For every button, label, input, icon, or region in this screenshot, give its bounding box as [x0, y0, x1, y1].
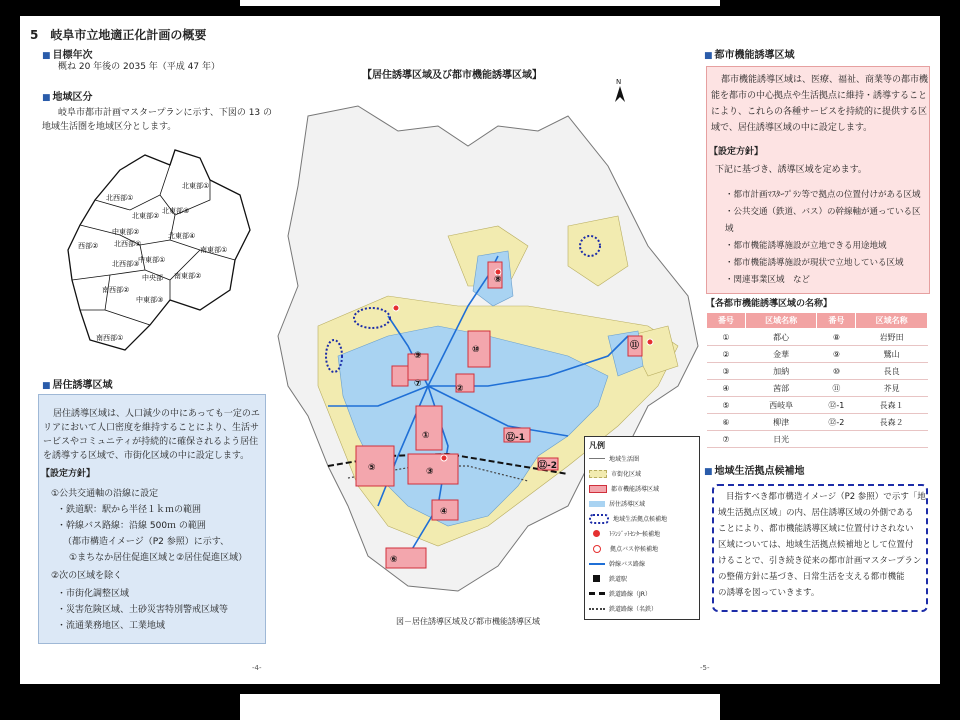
- district-map: [50, 140, 260, 352]
- table-row: ④ 茜部 ⑪ 芥見: [707, 380, 928, 397]
- local-text-3: ことにより、都市機能誘導区域に位置付けされない: [718, 524, 914, 534]
- right-page-number: -5-: [700, 664, 710, 672]
- district-label: 中東部②: [112, 228, 140, 236]
- zone-marker: ⑪: [630, 341, 640, 351]
- residential-text-4: を誘導する区域で、市街化区域の中に設定します。: [43, 451, 250, 461]
- table-row: ⑦ 日光: [707, 431, 928, 448]
- legend-item: 都市機能誘導区域: [589, 483, 659, 494]
- district-label: 北東部①: [182, 182, 210, 190]
- district-label: 西部②: [78, 242, 99, 250]
- zone-marker: ⑧: [494, 275, 502, 285]
- district-text-1: 岐阜市都市計画マスタープランに示す、下図の 13 の: [58, 108, 273, 118]
- residential-heading: ■ 居住誘導区域: [42, 376, 113, 391]
- legend-item: ﾄﾗﾝｼﾞｯﾄｾﾝﾀｰ候補地: [589, 528, 660, 539]
- zone-marker: ③: [426, 467, 434, 477]
- legend-title: 凡例: [589, 441, 605, 450]
- zone-marker: ⑦: [414, 379, 422, 389]
- residential-item1-d: ①まちなか居住促進区域と②居住促進区域）: [69, 553, 248, 563]
- urban-policy-item: ・都市計画ﾏｽﾀｰﾌﾟﾗﾝ等で拠点の位置付けがある区域: [725, 190, 921, 200]
- target-year-text: 概ね 20 年後の 2035 年（平成 47 年）: [58, 62, 220, 72]
- col-header-no: 番号: [707, 313, 746, 329]
- residential-policy-title: 【設定方針】: [41, 469, 96, 479]
- urban-heading: ■ 都市機能誘導区域: [704, 46, 795, 61]
- zone-marker: ⑫-2: [538, 461, 557, 471]
- legend-item: 鉄道路線（JR）: [589, 588, 651, 599]
- local-text-7: の誘導を図っていきます。: [718, 588, 820, 598]
- north-label: N: [616, 78, 622, 86]
- local-heading: ■ 地域生活拠点候補地: [704, 462, 805, 477]
- zone-marker: ⑤: [368, 463, 376, 473]
- legend-item: 幹線バス路線: [589, 558, 645, 569]
- urban-policy-lead: 下記に基づき、誘導区域を定めます。: [715, 165, 867, 175]
- residential-text-1: 居住誘導区域は、人口減少の中にあっても一定のエ: [53, 409, 260, 419]
- urban-policy-item: ・都市機能誘導施設が立地できる用途地域: [725, 241, 887, 251]
- col-header-name: 区域名称: [745, 313, 817, 329]
- target-year-heading: ■ 目標年次: [42, 46, 93, 61]
- map-caption: 図－居住誘導区域及び都市機能誘導区域: [396, 617, 540, 626]
- residential-text-2: リアにおいて人口密度を維持することにより、生活サ: [43, 423, 260, 433]
- names-heading: 【各都市機能誘導区域の名称】: [706, 299, 833, 309]
- table-row: ② 金華 ⑨ 鷺山: [707, 346, 928, 363]
- zone-names-table: [706, 312, 928, 448]
- urban-policy-item: ・関連事業区域 など: [725, 275, 811, 285]
- district-label: 北東部④: [168, 232, 196, 240]
- district-label: 北西部②: [114, 240, 142, 248]
- district-label: 中東部①: [138, 256, 166, 264]
- urban-text-1: 都市機能誘導区域は、医療、福祉、商業等の都市機: [721, 75, 929, 85]
- map-legend: [584, 436, 700, 620]
- legend-item: 地域生活圏: [589, 453, 639, 464]
- table-row: ① 都心 ⑧ 岩野田: [707, 329, 928, 346]
- urban-text-3: により、これらの各種サービスを持続的に提供する区: [711, 107, 928, 117]
- urban-box: [706, 66, 930, 294]
- residential-text-3: ービスやコミュニティが持続的に確保されるよう居住: [43, 437, 259, 447]
- zone-marker: ⑫-1: [506, 433, 525, 443]
- district-heading: ■ 地域区分: [42, 88, 93, 103]
- urban-policy-title: 【設定方針】: [709, 147, 764, 157]
- local-text-5: けることで、引き続き従来の都市計画マスタープラン: [718, 556, 922, 566]
- district-text-2: 地域生活圏を地域区分とします。: [42, 122, 177, 132]
- legend-item: 居住誘導区域: [589, 498, 645, 509]
- residential-item1-b: ・幹線バス路線：沿線 500ｍ の範囲: [57, 521, 206, 531]
- left-page-number: -4-: [252, 664, 262, 672]
- district-label: 北東部③: [162, 207, 190, 215]
- zone-marker: ②: [456, 384, 464, 394]
- district-label: 北西部③: [112, 260, 140, 268]
- table-row: ⑥ 柳津 ⑫-2 長森２: [707, 414, 928, 431]
- table-row: ③ 加納 ⑩ 長良: [707, 363, 928, 380]
- zone-marker: ⑥: [390, 555, 398, 565]
- zone-marker: ⑩: [472, 345, 480, 355]
- district-label: 南東部①: [200, 246, 228, 254]
- residential-item1-c: （都市構造イメージ（P2 参照）に示す、: [63, 537, 230, 547]
- residential-item2-a: ・市街化調整区域: [57, 589, 130, 599]
- local-text-2: 域生活拠点区域」の内、居住誘導区域の外側である: [718, 508, 914, 518]
- col-header-name: 区域名称: [856, 313, 928, 329]
- next-page-edge-bottom: [240, 694, 720, 720]
- document-spread: [20, 16, 940, 684]
- residential-box: [38, 394, 266, 644]
- residential-item1-title: ①公共交通軸の沿線に設定: [51, 489, 159, 499]
- legend-item: 鉄道駅: [589, 573, 627, 584]
- legend-item: 市街化区域: [589, 468, 641, 479]
- district-label: 南西部①: [96, 334, 124, 342]
- section-title: 5 岐阜市立地適正化計画の概要: [30, 28, 207, 42]
- local-box: [712, 484, 928, 612]
- zone-marker: ④: [440, 507, 448, 517]
- local-text-6: の整備方針に基づき、日常生活を支える都市機能: [718, 572, 905, 582]
- legend-item: 拠点バス停候補地: [589, 543, 658, 554]
- zone-marker: ①: [422, 431, 430, 441]
- urban-policy-item: ・公共交通（鉄道、バス）の幹線軸が通っている区域: [725, 207, 921, 234]
- local-text-4: 区域については、地域生活拠点候補地として位置付: [718, 540, 914, 550]
- residential-item2-title: ②次の区域を除く: [51, 571, 123, 581]
- zone-marker: ⑨: [414, 351, 422, 361]
- next-page-edge-top: [240, 0, 720, 6]
- residential-item1-a: ・鉄道駅：駅から半径１ｋｍの範囲: [57, 505, 202, 515]
- district-label: 南西部②: [102, 286, 130, 294]
- legend-item: 地域生活拠点候補地: [589, 513, 667, 524]
- urban-text-2: 能を都市の中心拠点や生活拠点に維持・誘導すること: [711, 91, 928, 101]
- map-title: 【居住誘導区域及び都市機能誘導区域】: [362, 70, 542, 81]
- district-label: 北東部②: [132, 212, 160, 220]
- residential-item2-b: ・災害危険区域、土砂災害特別警戒区域等: [57, 605, 229, 615]
- district-label: 中東部③: [136, 296, 164, 304]
- district-label: 南東部②: [174, 272, 202, 280]
- district-label: 中央部: [142, 274, 163, 282]
- local-text-1: 目指すべき都市構造イメージ（P2 参照）で示す「地: [726, 492, 926, 502]
- urban-text-4: 域で、居住誘導区域の中に設定します。: [711, 123, 873, 133]
- table-row: ⑤ 西岐阜 ⑫-1 長森１: [707, 397, 928, 414]
- legend-item: 鉄道路線（名鉄）: [589, 603, 657, 614]
- col-header-no: 番号: [817, 313, 856, 329]
- urban-policy-item: ・都市機能誘導施設が現状で立地している区域: [725, 258, 904, 268]
- residential-item2-c: ・流通業務地区、工業地域: [57, 621, 166, 631]
- urban-policy-list: [725, 187, 925, 289]
- district-label: 北西部①: [106, 194, 134, 202]
